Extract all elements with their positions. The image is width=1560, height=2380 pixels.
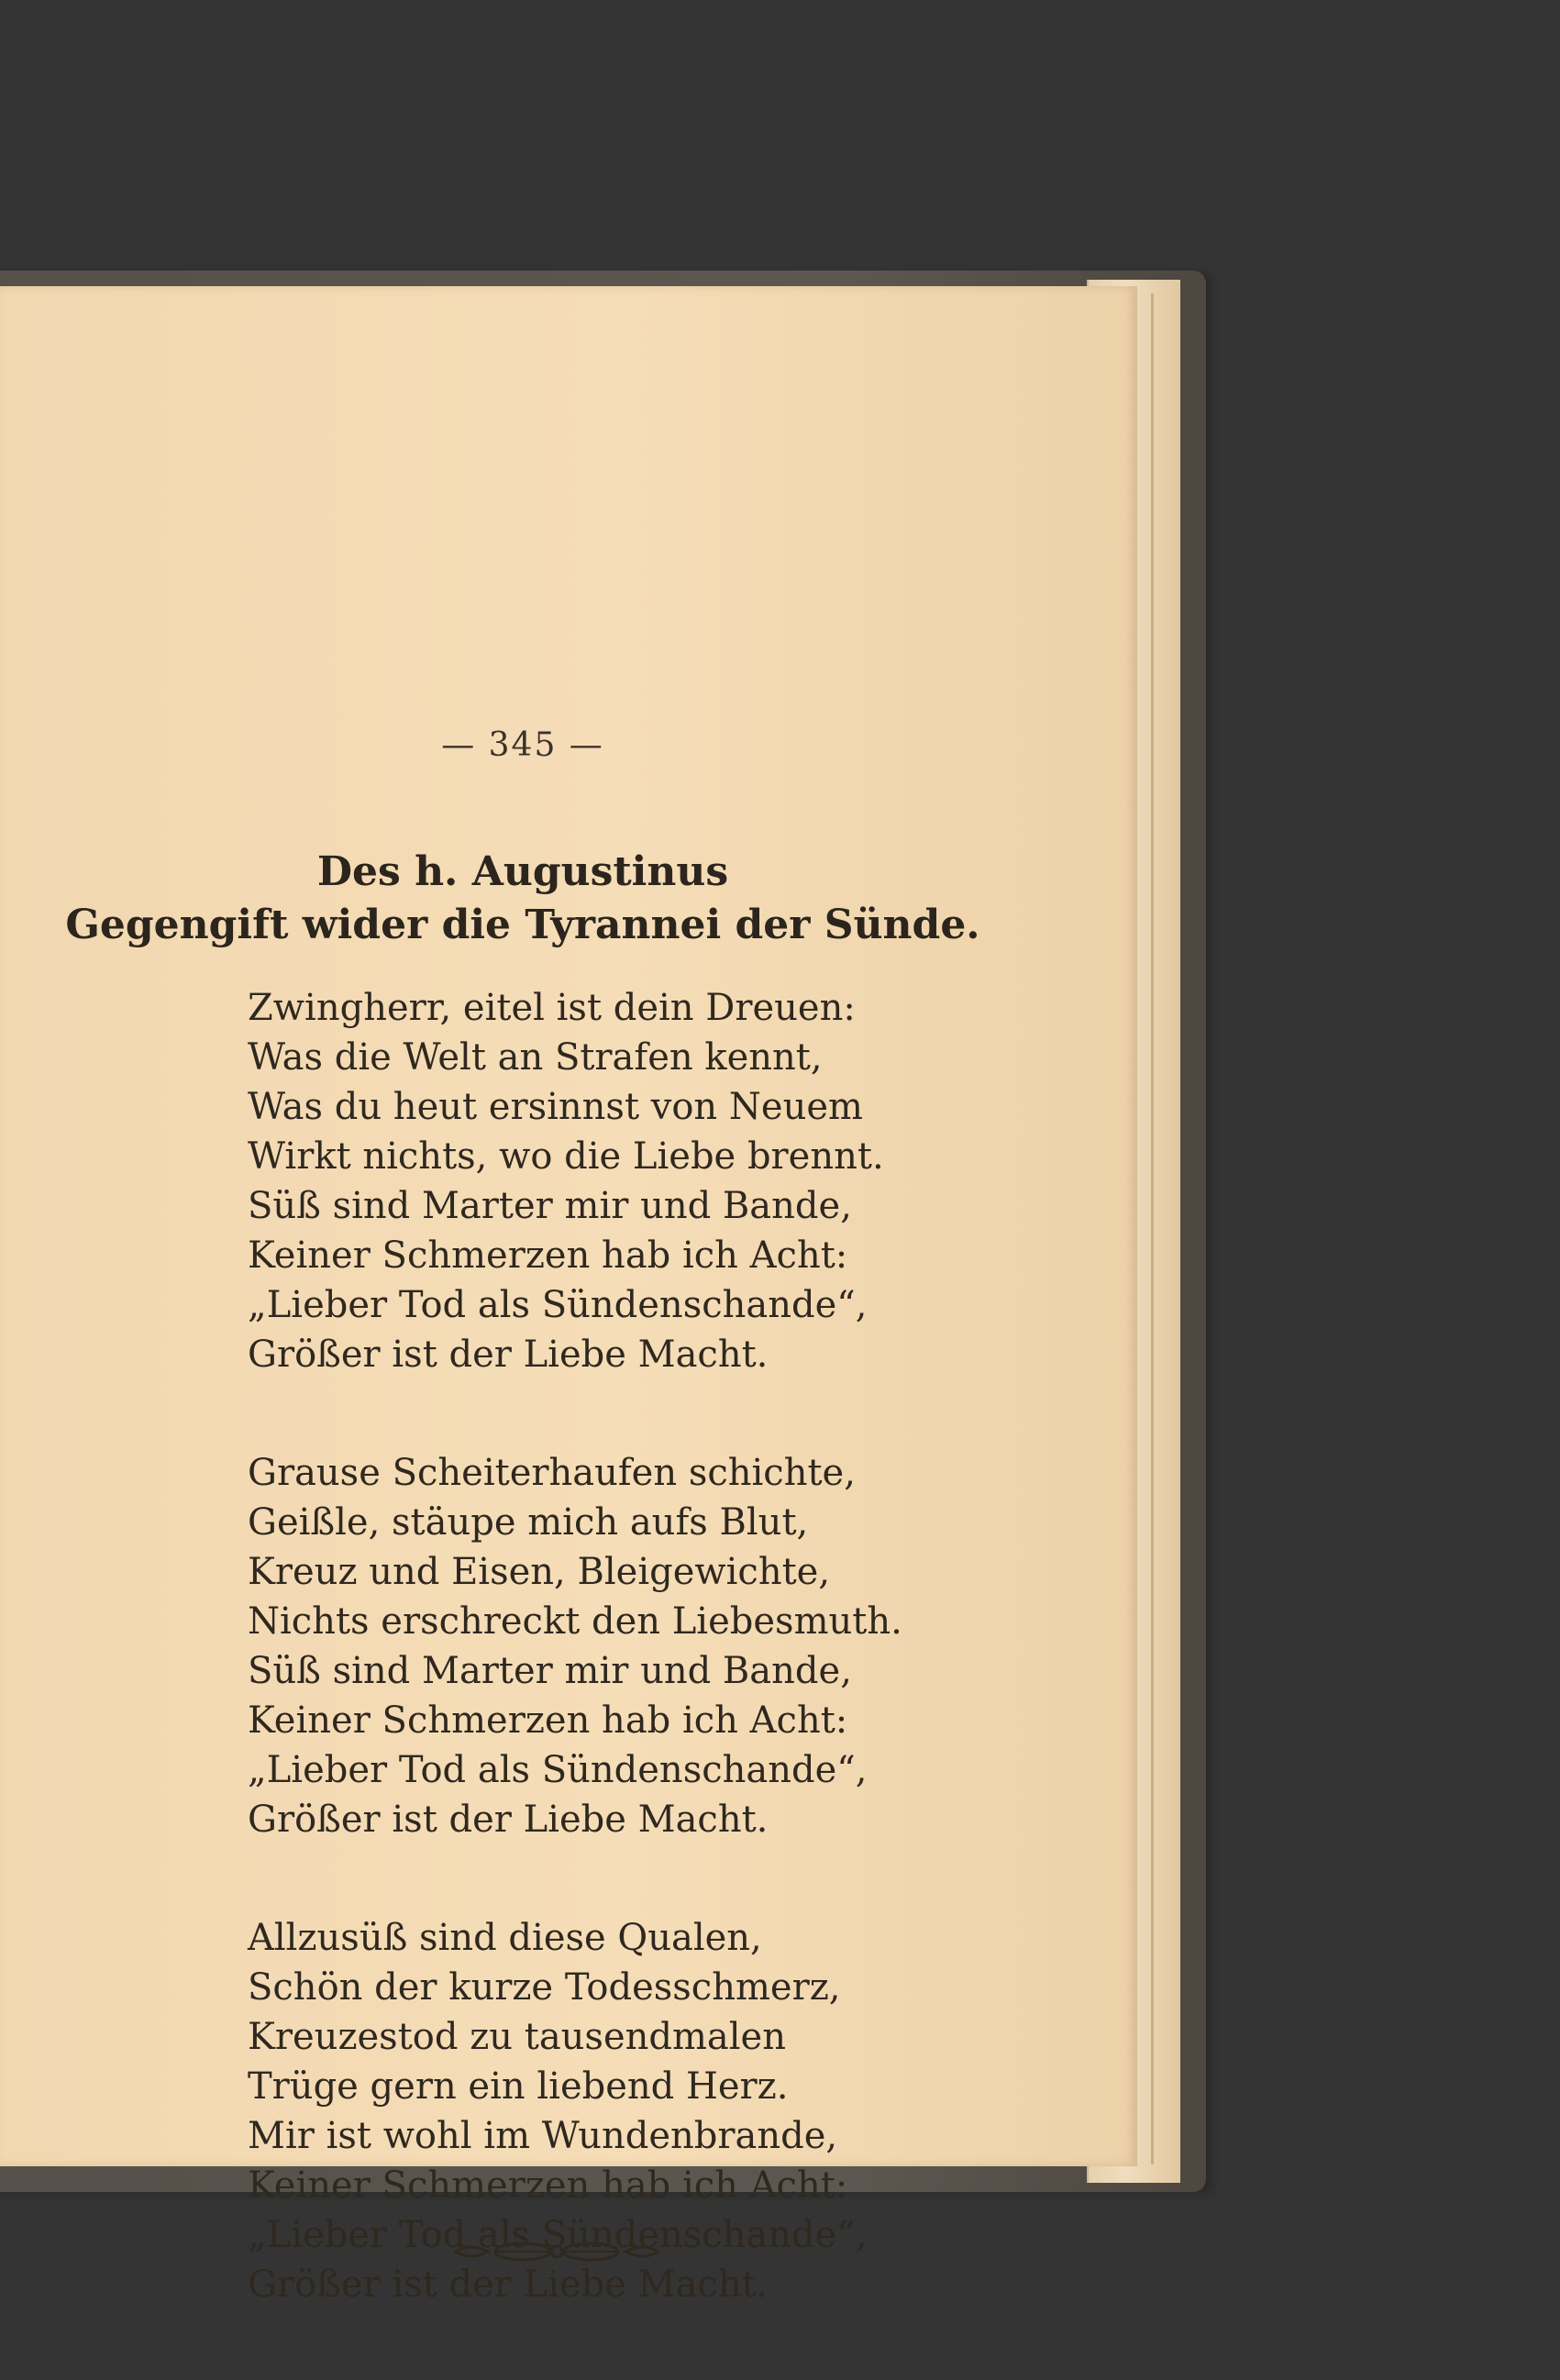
- verse-line: Wirkt nichts, wo die Liebe brennt.: [248, 1135, 884, 1178]
- verse-line: Allzusüß sind diese Qualen,: [248, 1917, 762, 1959]
- verse-line: Süß sind Marter mir und Bande,: [248, 1185, 852, 1227]
- verse-line: Trüge gern ein liebend Herz.: [248, 2065, 789, 2108]
- title-line-1: Des h. Augustinus: [316, 848, 729, 895]
- verse-line: Kreuz und Eisen, Bleigewichte,: [248, 1551, 831, 1593]
- page-edge-line: [1151, 293, 1154, 2164]
- verse-line: Schön der kurze Todesschmerz,: [248, 1966, 841, 2009]
- verse-line: Süß sind Marter mir und Bande,: [248, 1650, 852, 1692]
- verse-line: Größer ist der Liebe Macht.: [248, 1799, 769, 1841]
- verse-line: Was du heut ersinnst von Neuem: [248, 1086, 863, 1128]
- poem-title: [0, 846, 1046, 952]
- verse-line: Grause Scheiterhaufen schichte,: [248, 1452, 856, 1494]
- decorative-rule-icon: [451, 2238, 662, 2265]
- poem-body: [248, 983, 1073, 2378]
- title-line-2: Gegengift wider die Tyrannei der Sünde.: [65, 902, 980, 948]
- verse-line: Größer ist der Liebe Macht.: [248, 1334, 769, 1376]
- stanza-1: [248, 983, 1073, 1379]
- verse-line: „Lieber Tod als Sündenschande“,: [248, 1749, 868, 1791]
- verse-line: „Lieber Tod als Sündenschande“,: [248, 1284, 868, 1326]
- verse-line: Kreuzestod zu tausendmalen: [248, 2016, 786, 2058]
- verse-line: Keiner Schmerzen hab ich Acht:: [248, 2164, 848, 2207]
- stanza-2: [248, 1448, 1073, 1844]
- verse-line: Nichts erschreckt den Liebesmuth.: [248, 1600, 902, 1643]
- book-page: [0, 286, 1137, 2306]
- verse-line: Keiner Schmerzen hab ich Acht:: [248, 1234, 848, 1277]
- verse-line: Zwingherr, eitel ist dein Dreuen:: [248, 987, 856, 1029]
- verse-line: Geißle, stäupe mich aufs Blut,: [248, 1501, 809, 1544]
- page-number: — 345 —: [441, 726, 604, 764]
- verse-line: Mir ist wohl im Wundenbrande,: [248, 2115, 838, 2157]
- verse-line: „Lieber Tod als Sündenschande“,: [248, 2214, 868, 2256]
- verse-line: Keiner Schmerzen hab ich Acht:: [248, 1699, 848, 1742]
- verse-line: Was die Welt an Strafen kennt,: [248, 1036, 823, 1079]
- verse-line: Größer ist der Liebe Macht.: [248, 2264, 769, 2306]
